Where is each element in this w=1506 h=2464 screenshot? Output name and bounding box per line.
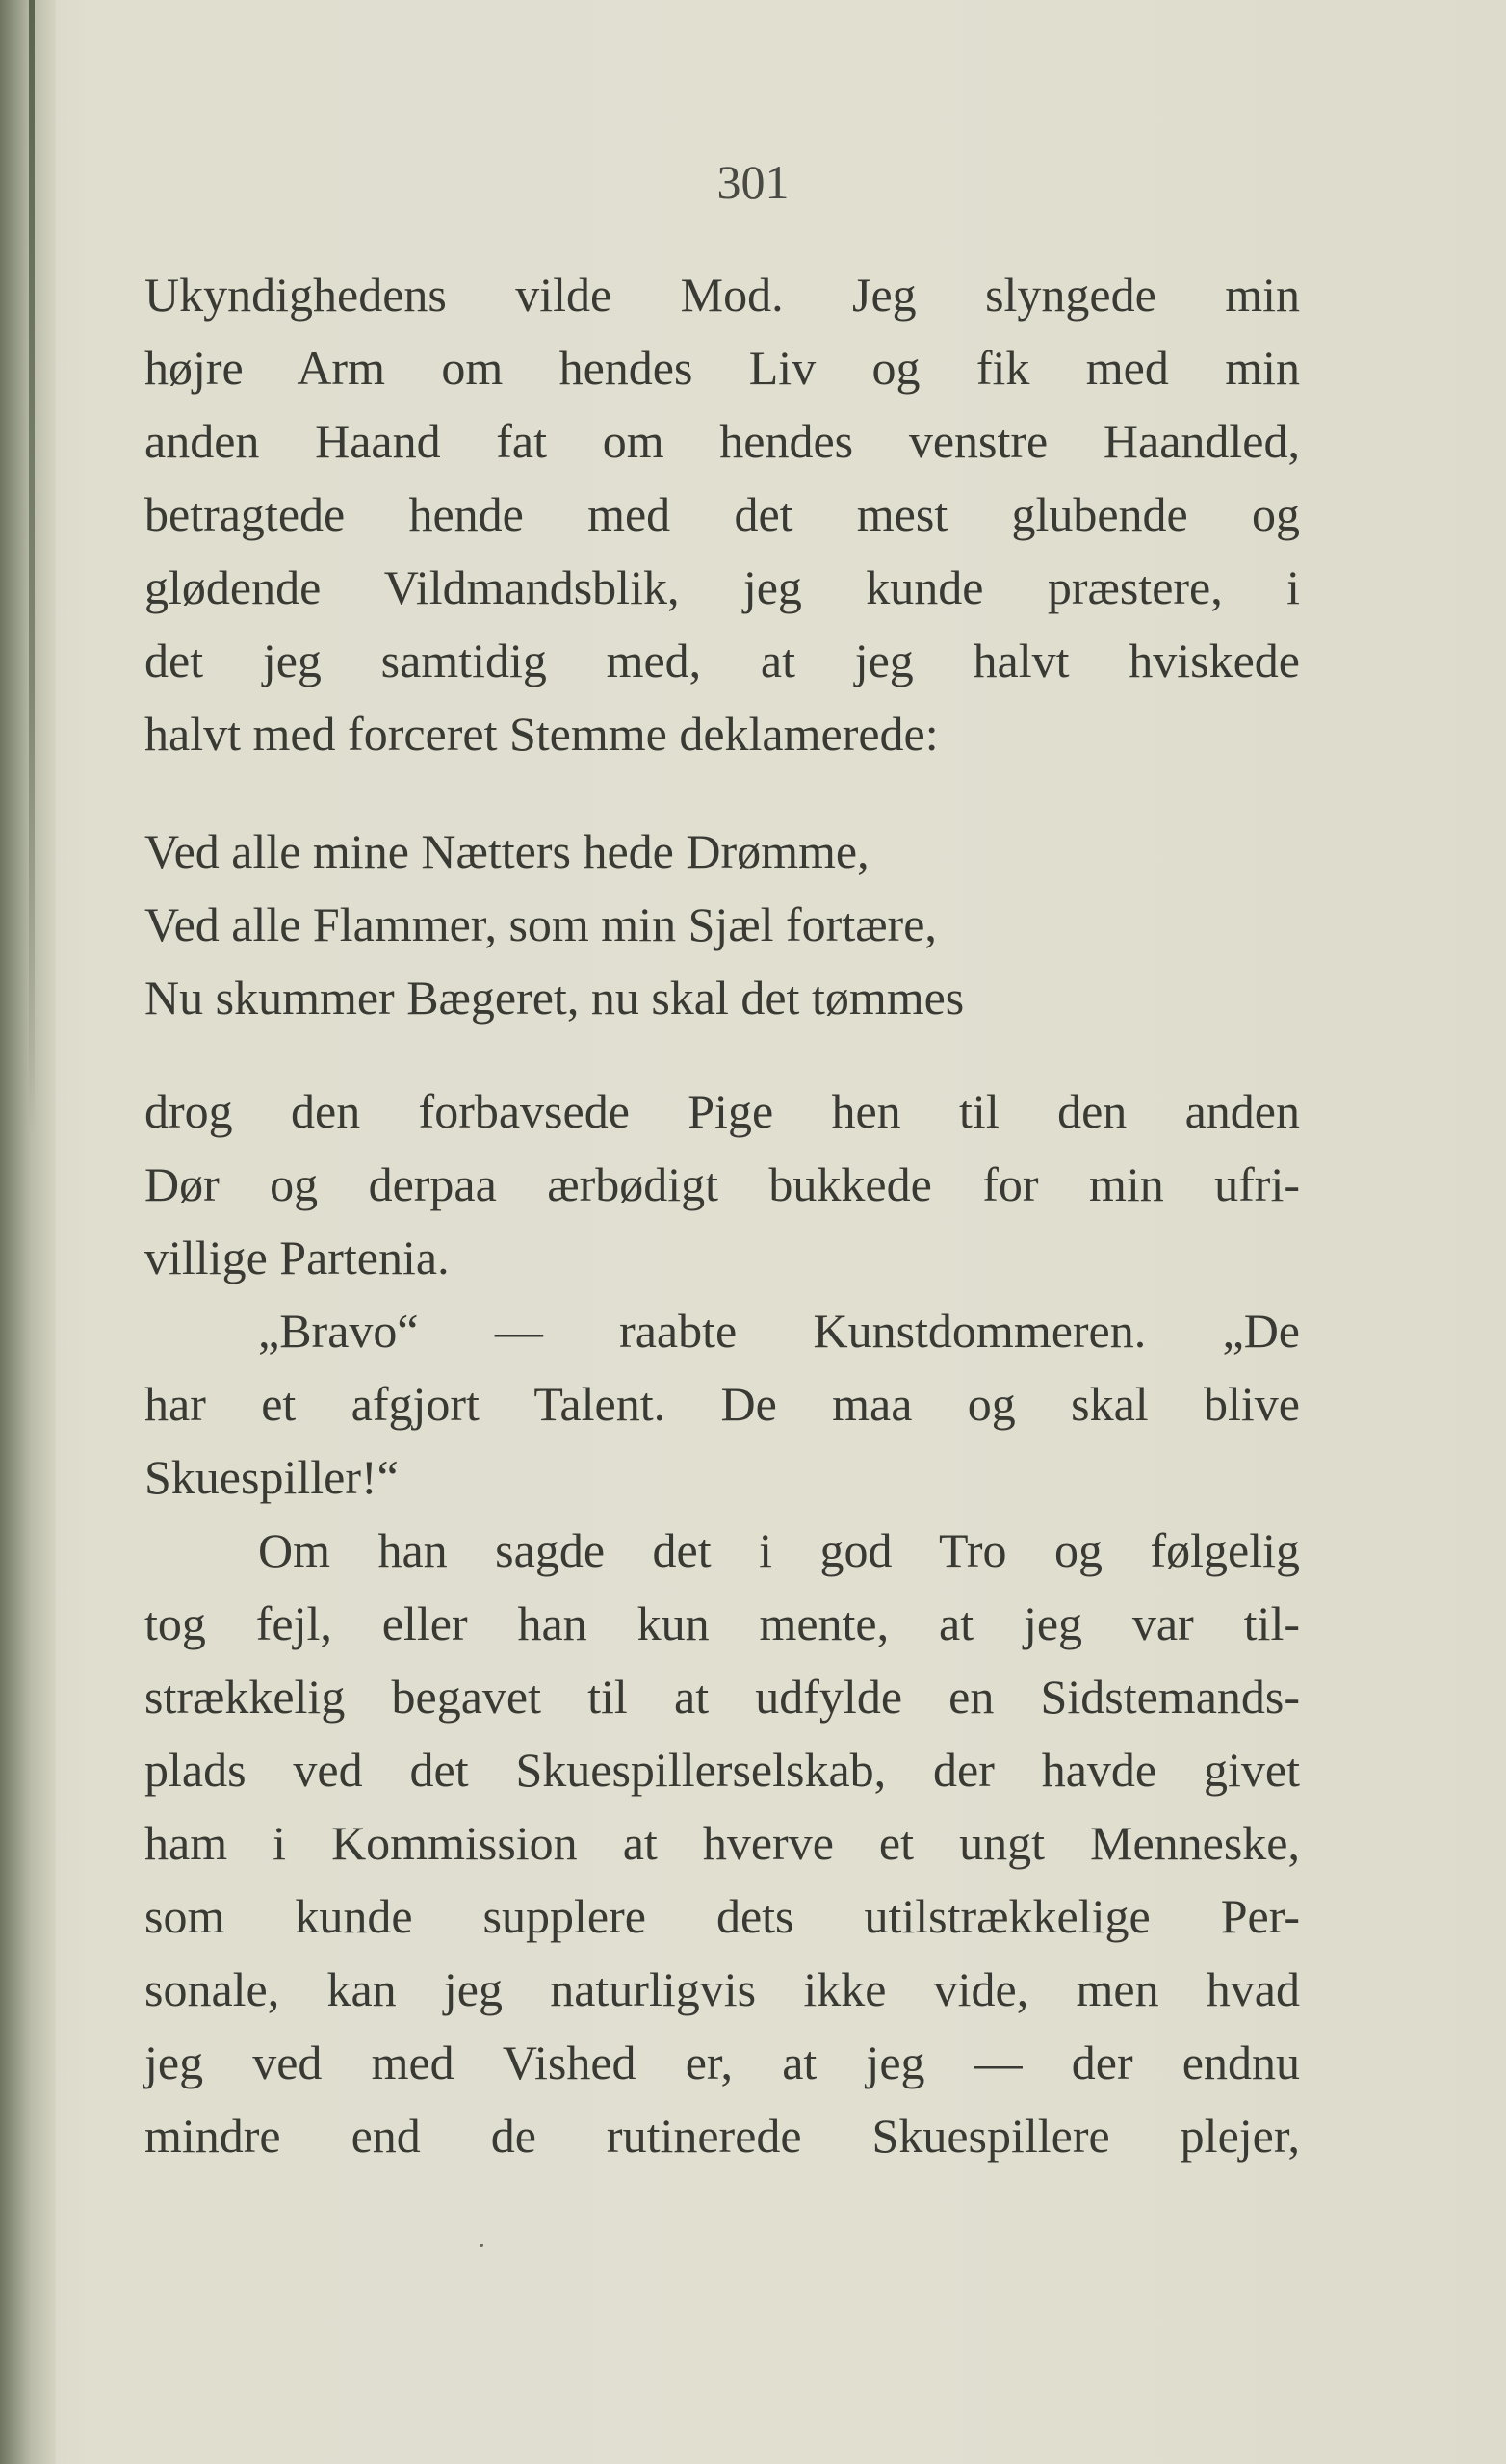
text-line: mindre end de rutinerede Skuespillere plejer, <box>144 2109 1300 2163</box>
text-line: halvt med forceret Stemme deklamerede: <box>144 707 939 761</box>
page-binding-edge <box>0 0 56 2464</box>
text-line: jeg ved med Vished er, at jeg — der endnu <box>144 2036 1300 2089</box>
text-line: det jeg samtidig med, at jeg halvt hviskede <box>144 634 1300 687</box>
text-line: betragtede hende med det mest glubende og <box>144 487 1300 541</box>
text-line: højre Arm om hendes Liv og fik med min <box>144 341 1300 395</box>
text-line: plads ved det Skuespillerselskab, der havde givet <box>144 1743 1300 1797</box>
text-line: som kunde supplere dets utilstrækkelige Per- <box>144 1889 1300 1943</box>
text-line: Skuespiller!“ <box>144 1450 399 1504</box>
text-line: glødende Vildmandsblik, jeg kunde præstere, i <box>144 560 1300 614</box>
verse-line: Ved alle Flammer, som min Sjæl fortære, <box>144 897 937 951</box>
text-line: ham i Kommission at hverve et ungt Menneske, <box>144 1816 1300 1870</box>
text-line: Ukyndighedens vilde Mod. Jeg slyngede min <box>144 268 1300 322</box>
paragraph-body <box>144 1075 1300 2172</box>
text-line: drog den forbavsede Pige hen til den anden <box>144 1084 1300 1138</box>
text-line: har et afgjort Talent. De maa og skal blive <box>144 1377 1300 1431</box>
verse-line: Ved alle mine Nætters hede Drømme, <box>144 824 870 878</box>
text-line: Om han sagde det i god Tro og følgelig <box>258 1523 1300 1577</box>
text-line: strækkelig begavet til at udfylde en Sidstemands- <box>144 1670 1300 1724</box>
text-line: anden Haand fat om hendes venstre Haandled, <box>144 414 1300 468</box>
page-number: 301 <box>716 155 790 209</box>
text-line: Dør og derpaa ærbødigt bukkede for min ufri- <box>144 1157 1300 1211</box>
ink-speck <box>480 2244 483 2247</box>
text-line: tog fejl, eller han kun mente, at jeg var til- <box>144 1596 1300 1650</box>
text-line: villige Partenia. <box>144 1231 450 1284</box>
text-line: sonale, kan jeg naturligvis ikke vide, men hvad <box>144 1962 1300 2016</box>
verse-line: Nu skummer Bægeret, nu skal det tømmes <box>144 971 965 1025</box>
paragraph-continuation <box>144 258 1300 770</box>
text-line: „Bravo“ — raabte Kunstdommeren. „De <box>258 1304 1300 1358</box>
verse-quote <box>144 815 1300 1034</box>
